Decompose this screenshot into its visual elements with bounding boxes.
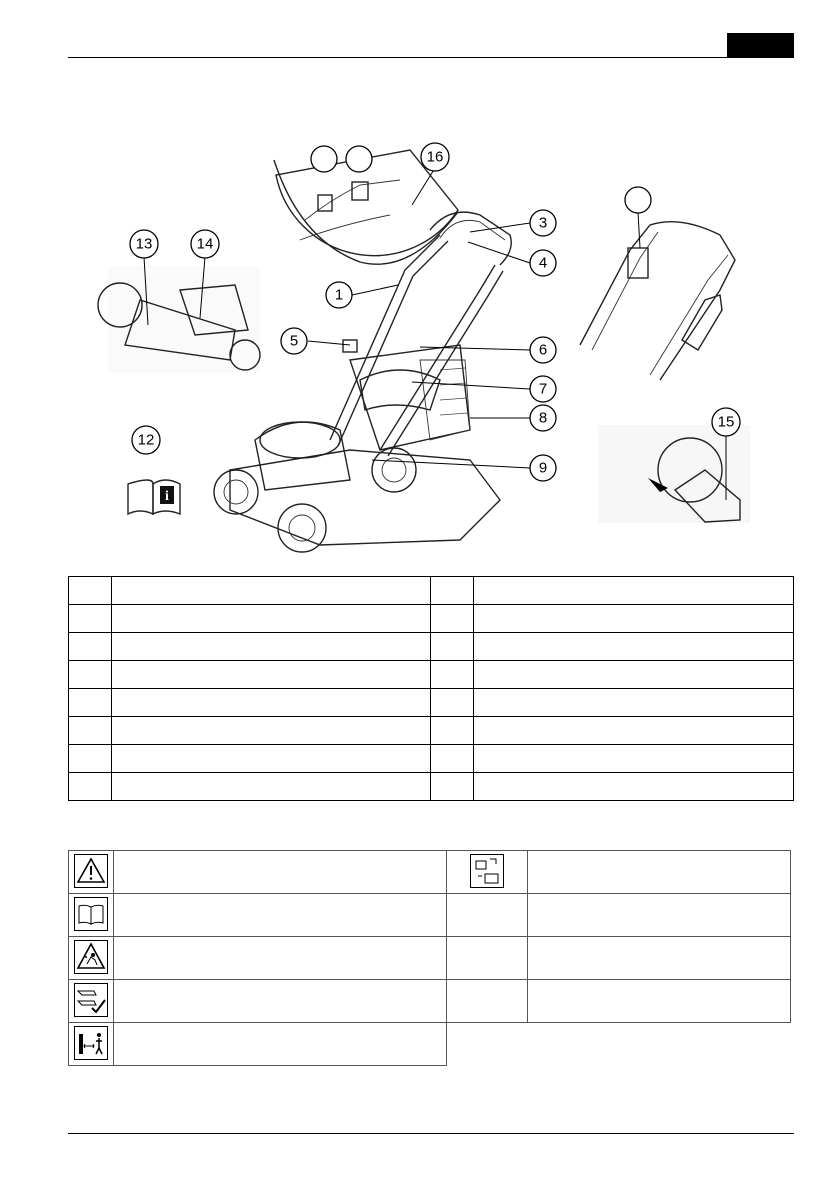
- callout-6: [530, 337, 556, 363]
- symbol-desc: [528, 851, 791, 894]
- thrown-objects-warning-icon: [69, 937, 114, 980]
- part-name-cell: [474, 633, 794, 661]
- part-name-cell: [111, 605, 431, 633]
- part-number-cell: [431, 717, 474, 745]
- part-name-cell: [111, 745, 431, 773]
- symbols-table: [68, 850, 791, 1066]
- svg-text:13: 13: [135, 235, 153, 253]
- part-name-cell: [474, 745, 794, 773]
- parts-row: [69, 745, 794, 773]
- parts-row: [69, 605, 794, 633]
- part-name-cell: [111, 633, 431, 661]
- callout-7: [530, 376, 556, 402]
- svg-text:7: 7: [538, 380, 548, 398]
- svg-text:9: 9: [538, 459, 548, 477]
- manual-book-icon: [69, 894, 114, 937]
- symbol-empty-cell: [447, 1023, 791, 1066]
- part-number-cell: [431, 605, 474, 633]
- part-name-cell: [474, 577, 794, 605]
- part-name-cell: [474, 689, 794, 717]
- part-name-cell: [111, 661, 431, 689]
- callout-3: [530, 210, 556, 236]
- svg-text:15: 15: [717, 413, 735, 431]
- symbol-empty-cell: [447, 980, 528, 1023]
- callout-12: [132, 426, 160, 454]
- symbol-desc: [114, 894, 447, 937]
- svg-text:3: 3: [538, 214, 548, 232]
- symbol-desc: [114, 1023, 447, 1066]
- part-number-cell: [431, 745, 474, 773]
- part-number-cell: [431, 577, 474, 605]
- symbol-desc: [528, 980, 791, 1023]
- handle-detail-right: [580, 222, 735, 380]
- callout-16: [421, 143, 449, 171]
- footer-rule: [68, 1133, 794, 1134]
- symbols-row: [69, 937, 791, 980]
- part-number-cell: [431, 633, 474, 661]
- callout-1: [326, 282, 352, 308]
- part-number-cell: [69, 773, 112, 801]
- callout-blank-b: [346, 146, 372, 172]
- part-number-cell: [431, 773, 474, 801]
- parts-table: [68, 576, 794, 801]
- callout-13: [130, 230, 158, 258]
- mower-overview-figure: [0, 0, 839, 570]
- callout-8: [530, 405, 556, 431]
- callout-4: [530, 250, 556, 276]
- svg-text:i: i: [165, 489, 169, 504]
- part-name-cell: [111, 773, 431, 801]
- parts-row: [69, 633, 794, 661]
- parts-row: [69, 717, 794, 745]
- svg-text:6: 6: [538, 341, 548, 359]
- svg-text:8: 8: [538, 409, 548, 427]
- keep-distance-icon: [69, 1023, 114, 1066]
- symbol-desc: [114, 937, 447, 980]
- part-number-cell: [69, 689, 112, 717]
- part-number-cell: [69, 745, 112, 773]
- svg-text:1: 1: [334, 286, 344, 304]
- part-number-cell: [69, 577, 112, 605]
- hand-change-icon: [447, 851, 528, 894]
- symbol-desc: [528, 894, 791, 937]
- part-name-cell: [474, 773, 794, 801]
- symbol-desc: [114, 980, 447, 1023]
- part-number-cell: [69, 717, 112, 745]
- part-name-cell: [111, 577, 431, 605]
- parts-row: [69, 661, 794, 689]
- callout-blank-a: [311, 146, 337, 172]
- svg-text:5: 5: [289, 332, 299, 350]
- symbol-desc: [528, 937, 791, 980]
- part-number-cell: [69, 605, 112, 633]
- svg-text:12: 12: [137, 431, 155, 449]
- manual-symbol: [128, 480, 180, 514]
- symbol-desc: [114, 851, 447, 894]
- part-name-cell: [111, 689, 431, 717]
- symbols-row: [69, 851, 791, 894]
- part-number-cell: [69, 661, 112, 689]
- callout-blank-c: [625, 187, 651, 213]
- callout-9: [530, 455, 556, 481]
- svg-text:16: 16: [426, 148, 444, 166]
- grassbag-detail: [98, 266, 260, 373]
- warning-triangle-icon: [69, 851, 114, 894]
- symbol-empty-cell: [447, 894, 528, 937]
- part-name-cell: [474, 605, 794, 633]
- part-name-cell: [111, 717, 431, 745]
- symbols-row: [69, 894, 791, 937]
- cutting-height-detail: [598, 425, 750, 523]
- symbol-empty-cell: [447, 937, 528, 980]
- parts-row: [69, 577, 794, 605]
- svg-text:4: 4: [538, 254, 548, 272]
- callout-5: [281, 328, 307, 354]
- hand-blade-warning-icon: [69, 980, 114, 1023]
- parts-row: [69, 689, 794, 717]
- part-name-cell: [474, 661, 794, 689]
- part-name-cell: [474, 717, 794, 745]
- symbols-row: [69, 1023, 791, 1066]
- parts-row: [69, 773, 794, 801]
- part-number-cell: [431, 661, 474, 689]
- part-number-cell: [69, 633, 112, 661]
- part-number-cell: [431, 689, 474, 717]
- callout-14: [191, 230, 219, 258]
- callout-15: [712, 408, 740, 436]
- symbols-row: [69, 980, 791, 1023]
- svg-text:14: 14: [196, 235, 214, 253]
